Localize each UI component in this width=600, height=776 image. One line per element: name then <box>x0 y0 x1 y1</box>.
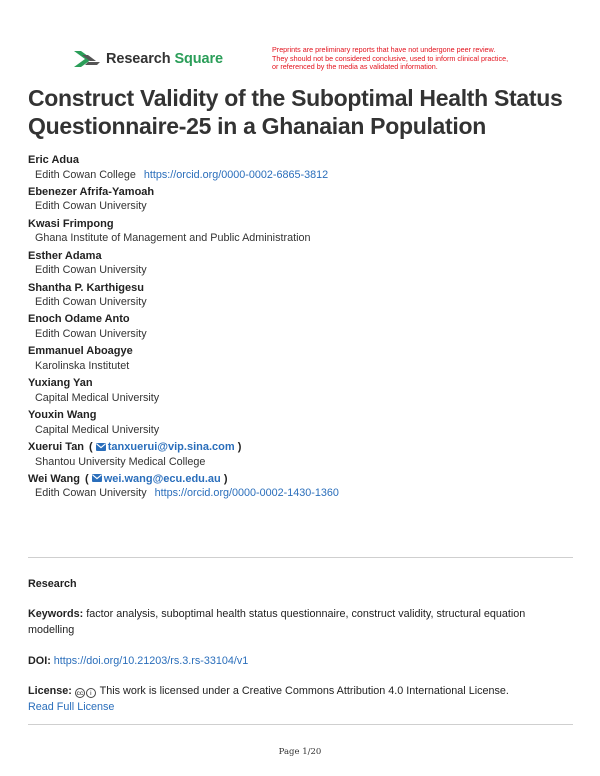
preprint-notice <box>272 46 532 72</box>
author-name-with-email <box>28 472 573 487</box>
research-square-logo-icon <box>74 49 100 69</box>
author-affiliation: Edith Cowan College https://orcid.org/0000-0002-6865-3812 <box>35 168 329 181</box>
author-affiliation: Edith Cowan University <box>35 296 147 309</box>
divider <box>28 557 573 558</box>
doi <box>28 653 573 669</box>
author-entry <box>28 440 573 470</box>
author-entry <box>28 312 573 342</box>
author-affiliation: Capital Medical University <box>35 423 160 436</box>
mail-icon <box>92 474 102 482</box>
page-number: Page 1/20 <box>278 747 322 757</box>
author-name: Youxin Wang <box>28 409 97 422</box>
cc-by-icon: i <box>86 688 96 698</box>
author-affiliation: Edith Cowan University <box>35 200 147 213</box>
orcid-link[interactable]: https://orcid.org/0000-0002-1430-1360 <box>154 487 339 500</box>
keywords <box>28 606 573 638</box>
author-list <box>28 153 573 504</box>
author-name: Emmanuel Aboagye <box>28 345 133 358</box>
author-affiliation: Edith Cowan University https://orcid.org/0000-0002-1430-1360 <box>35 487 339 500</box>
author-name: Eric Adua <box>28 154 79 166</box>
author-entry <box>28 281 573 311</box>
email-wrapper: ( wei.wang@ecu.edu.au ) <box>84 472 228 485</box>
author-entry <box>28 249 573 279</box>
license <box>28 683 573 715</box>
brand-name: Research Square <box>106 51 223 67</box>
author-name-with-email <box>28 440 573 455</box>
author-entry <box>28 185 573 215</box>
preprint-notice-line: or referenced by the media as validated information. <box>272 62 438 72</box>
author-affiliation: Ghana Institute of Management and Public Administration <box>35 232 311 245</box>
email-wrapper: ( tanxuerui@vip.sina.com ) <box>89 441 242 454</box>
author-entry <box>28 472 573 502</box>
research-square-logo[interactable] <box>74 49 223 69</box>
doi-link[interactable]: https://doi.org/10.21203/rs.3.rs-33104/v1 <box>53 655 249 667</box>
author-affiliation: Edith Cowan University <box>35 264 147 277</box>
section-label: Research <box>28 578 77 590</box>
author-entry <box>28 344 573 374</box>
license-label: License: <box>28 685 72 697</box>
author-entry <box>28 376 573 406</box>
paper-title: Construct Validity of the Suboptimal Health Status Questionnaire-25 in a Ghanaian Population <box>28 85 563 139</box>
author-email-link[interactable]: tanxuerui@vip.sina.com <box>107 441 235 454</box>
author-name: Yuxiang Yan <box>28 377 93 390</box>
mail-icon <box>96 443 106 451</box>
orcid-link[interactable]: https://orcid.org/0000-0002-6865-3812 <box>143 168 329 181</box>
author-name: Kwasi Frimpong <box>28 217 114 230</box>
author-name: Wei Wang <box>28 472 80 485</box>
author-name: Xuerui Tan <box>28 441 85 454</box>
author-name: Shantha P. Karthigesu <box>28 281 144 294</box>
divider <box>28 724 573 725</box>
preprint-notice-line: Preprints are preliminary reports that have not undergone peer review. <box>272 45 496 54</box>
author-name: Enoch Odame Anto <box>28 313 130 326</box>
author-name: Ebenezer Afrifa-Yamoah <box>28 185 155 198</box>
cc-icon: cc <box>76 690 84 697</box>
author-entry <box>28 217 573 247</box>
header <box>0 40 600 80</box>
keywords-text: factor analysis, suboptimal health status questionnaire, construct validity, structural equation modelling <box>28 608 526 636</box>
author-affiliation: Karolinska Institutet <box>35 359 130 372</box>
author-affiliation: Shantou University Medical College <box>35 455 206 468</box>
author-affiliation: Edith Cowan University <box>35 327 147 340</box>
preprint-notice-line: They should not be considered conclusive, used to inform clinical practice, <box>272 53 509 63</box>
author-affiliation: Capital Medical University <box>35 391 160 404</box>
author-email-link[interactable]: wei.wang@ecu.edu.au <box>103 472 221 485</box>
license-text: This work is licensed under a Creative Commons Attribution 4.0 International License. <box>99 685 509 697</box>
keywords-label: Keywords: <box>28 608 84 620</box>
read-full-license-link[interactable]: Read Full License <box>28 701 115 713</box>
author-entry <box>28 153 573 183</box>
doi-label: DOI: <box>28 655 51 667</box>
author-name: Esther Adama <box>28 249 102 262</box>
author-entry <box>28 408 573 438</box>
